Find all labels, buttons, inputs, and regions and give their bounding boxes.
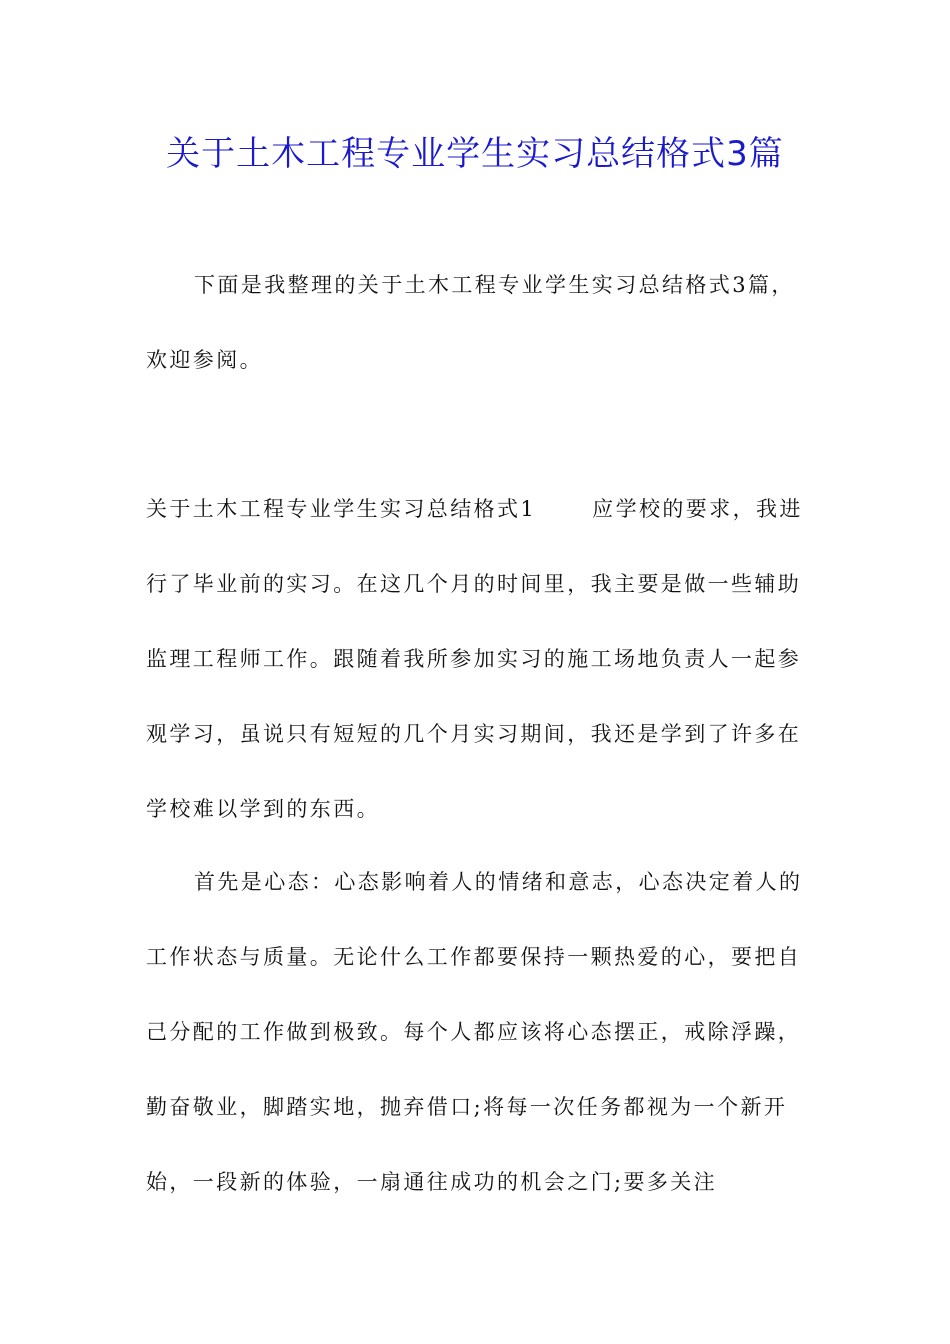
section-1-text: 应学校的要求，我进行了毕业前的实习。在这几个月的时间里，我主要是做一些辅助监理工程师工作。跟随着我所参加实习的施工场地负责人一起参观学习，虽说只有短短的几个月实习期间，我还是学到了许多在学校难以学到的东西。 xyxy=(146,497,803,821)
document-title: 关于土木工程专业学生实习总结格式3篇 xyxy=(166,134,784,174)
section-1-paragraph xyxy=(146,472,814,847)
intro-paragraph: 下面是我整理的关于土木工程专业学生实习总结格式3篇，欢迎参阅。 xyxy=(146,273,795,372)
section-1-heading: 关于土木工程专业学生实习总结格式1 xyxy=(146,497,537,521)
paragraph-2: 首先是心态：心态影响着人的情绪和意志，心态决定着人的工作状态与质量。无论什么工作都要保持一颗热爱的心，要把自己分配的工作做到极致。每个人都应该将心态摆正，戒除浮躁，勤奋敬业，脚踏实地，抛弃借口;将每一次任务都视为一个新开始，一段新的体验，一扇通往成功的机会之门;要多关注 xyxy=(146,870,803,1194)
